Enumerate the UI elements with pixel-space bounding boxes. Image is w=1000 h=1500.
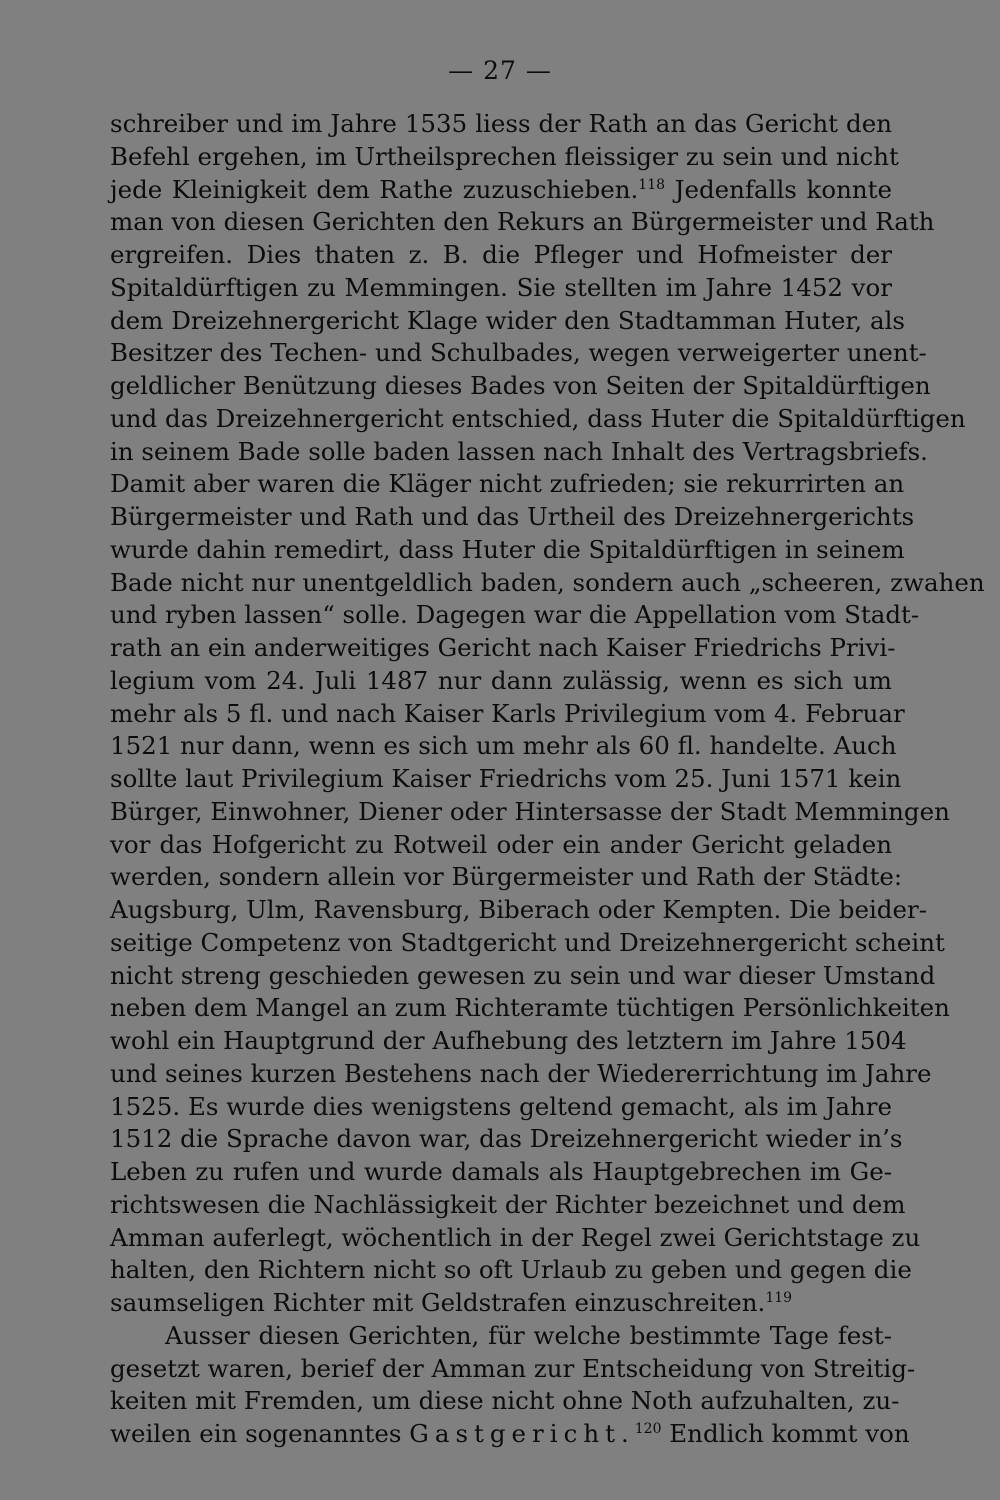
text-line: Besitzer des Techen- und Schulbades, wegen verweigerter unent- bbox=[110, 338, 927, 368]
text-line: 1521 nur dann, wenn es sich um mehr als 60 fl. handelte. Auch bbox=[110, 731, 897, 761]
text-segment: Endlich kommt von bbox=[669, 1419, 910, 1448]
text-line: halten, den Richtern nicht so oft Urlaub zu geben und gegen die bbox=[110, 1255, 912, 1285]
text-line: Damit aber waren die Kläger nicht zufrieden; sie rekurrirten an bbox=[110, 469, 905, 499]
text-line: wohl ein Hauptgrund der Aufhebung des letztern im Jahre 1504 bbox=[110, 1026, 907, 1055]
text-line: neben dem Mangel an zum Richteramte tüchtigen Persönlichkeiten bbox=[110, 993, 950, 1023]
text-line: geldlicher Benützung dieses Bades von Seiten der Spitaldürftigen bbox=[110, 371, 931, 400]
body-text bbox=[110, 108, 985, 1451]
text-line: und das Dreizehnergericht entschied, dass Huter die Spitaldürftigen bbox=[110, 403, 966, 433]
text-line bbox=[110, 1418, 910, 1451]
text-line: 1525. Es wurde dies wenigstens geltend gemacht, als im Jahre bbox=[110, 1091, 892, 1121]
text-line: keiten mit Fremden, um diese nicht ohne Noth aufzuhalten, zu- bbox=[110, 1386, 900, 1416]
text-line: und ryben lassen“ solle. Dagegen war die Appellation vom Stadt- bbox=[110, 600, 920, 630]
text-line: man von diesen Gerichten den Rekurs an Bürgermeister und Rath bbox=[110, 207, 935, 237]
footnote-ref: 119 bbox=[765, 1290, 793, 1306]
text-segment: jede Kleinigkeit dem Rathe zuzuschieben. bbox=[110, 174, 639, 204]
text-line bbox=[110, 1287, 892, 1320]
spaced-term: Gastgericht. bbox=[409, 1419, 635, 1448]
text-line: Augsburg, Ulm, Ravensburg, Biberach oder Kempten. Die beider- bbox=[110, 895, 927, 924]
text-line: Amman auferlegt, wöchentlich in der Regel zwei Gerichtstage zu bbox=[110, 1222, 921, 1252]
text-segment: weilen ein sogenanntes bbox=[110, 1419, 402, 1448]
text-line: legium vom 24. Juli 1487 nur dann zulässig, wenn es sich um bbox=[110, 665, 892, 695]
text-line: 1512 die Sprache davon war, das Dreizehnergericht wieder in’s bbox=[110, 1124, 903, 1154]
paragraph-first-line: Ausser diesen Gerichten, für welche bestimmte Tage fest- bbox=[165, 1320, 892, 1350]
text-line: wurde dahin remedirt, dass Huter die Spitaldürftigen in seinem bbox=[110, 534, 905, 564]
text-line: vor das Hofgericht zu Rotweil oder ein ander Gericht geladen bbox=[110, 829, 892, 859]
text-line: Spitaldürftigen zu Memmingen. Sie stellten im Jahre 1452 vor bbox=[110, 272, 892, 302]
text-line: Bürger, Einwohner, Diener oder Hintersasse der Stadt Memmingen bbox=[110, 796, 950, 826]
footnote-ref: 118 bbox=[638, 176, 666, 193]
text-line: dem Dreizehnergericht Klage wider den Stadtamman Huter, als bbox=[110, 305, 905, 335]
text-segment: Jedenfalls konnte bbox=[674, 174, 892, 204]
text-line: Bürgermeister und Rath und das Urtheil des Dreizehnergerichts bbox=[110, 502, 915, 531]
text-line: in seinem Bade solle baden lassen nach Inhalt des Vertragsbriefs. bbox=[110, 436, 928, 466]
text-line: richtswesen die Nachlässigkeit der Richter bezeichnet und dem bbox=[110, 1189, 906, 1219]
text-line: Bade nicht nur unentgeldlich baden, sondern auch „scheeren, zwahen bbox=[110, 567, 985, 597]
text-line: nicht streng geschieden gewesen zu sein und war dieser Umstand bbox=[110, 960, 936, 990]
footnote-ref: 120 bbox=[634, 1421, 662, 1437]
text-line: ergreifen. Dies thaten z. B. die Pfleger und Hofmeister der bbox=[110, 240, 892, 269]
text-line: mehr als 5 fl. und nach Kaiser Karls Privilegium vom 4. Februar bbox=[110, 698, 905, 728]
text-line: sollte laut Privilegium Kaiser Friedrichs vom 25. Juni 1571 kein bbox=[110, 764, 902, 793]
text-segment: saumseligen Richter mit Geldstrafen einzuschreiten. bbox=[110, 1288, 766, 1317]
page-number: — 27 — bbox=[448, 56, 552, 85]
text-line: gesetzt waren, berief der Amman zur Entscheidung von Streitig- bbox=[110, 1353, 916, 1383]
text-line: und seines kurzen Bestehens nach der Wiedererrichtung im Jahre bbox=[110, 1058, 932, 1088]
text-line bbox=[110, 174, 892, 207]
text-line: Befehl ergehen, im Urtheilsprechen fleissiger zu sein und nicht bbox=[110, 141, 899, 171]
text-line: seitige Competenz von Stadtgericht und Dreizehnergericht scheint bbox=[110, 927, 945, 957]
text-line: Leben zu rufen und wurde damals als Hauptgebrechen im Ge- bbox=[110, 1157, 892, 1186]
text-line: rath an ein anderweitiges Gericht nach Kaiser Friedrichs Privi- bbox=[110, 633, 896, 662]
text-line: werden, sondern allein vor Bürgermeister und Rath der Städte: bbox=[110, 862, 903, 892]
text-line: schreiber und im Jahre 1535 liess der Rath an das Gericht den bbox=[110, 109, 892, 138]
